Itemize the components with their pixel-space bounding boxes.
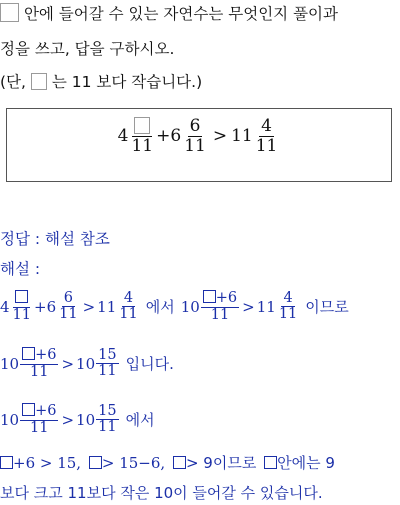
r1-gt-2: >: [242, 297, 255, 316]
r1-frac-4-11: $\frac{4}{11}$: [119, 289, 138, 323]
problem-text-2: 정을 쓰고, 답을 구하시오.: [0, 40, 175, 58]
r1-whole-5: 11: [256, 297, 276, 316]
explanation-row-4: [0, 452, 335, 474]
blank-box-icon: [31, 73, 47, 90]
r1-gt: >: [82, 297, 96, 316]
blank-box-icon: [22, 403, 35, 416]
r1-whole-3: 11: [97, 297, 117, 316]
r1-frac-4-11-b: $\frac{4}{11}$: [278, 289, 298, 323]
blank-box-icon: [203, 290, 216, 303]
fraction-blank-over-11: 11: [129, 117, 155, 155]
greater-than: >: [212, 126, 228, 147]
r1-plus: +: [34, 297, 47, 316]
r1-whole-4: 10: [180, 297, 200, 316]
r1-frac-blank: 11: [11, 290, 33, 324]
r2-frac-15-11: $\frac{15}{11}$: [98, 346, 117, 380]
r2-frac-blank-plus-6: $\frac{+6}{11}$: [20, 347, 58, 381]
r1-end-text: 이므로: [305, 297, 349, 316]
blank-box-icon: [15, 290, 28, 303]
equation-box: [6, 108, 392, 182]
r4-part-c: > 9이므로: [185, 454, 257, 472]
r4-part-a: +6 > 15,: [13, 454, 82, 472]
explanation-label: 해설 :: [0, 260, 41, 278]
blank-box-icon: [0, 456, 13, 469]
r3-frac-15-11: $\frac{15}{11}$: [98, 402, 117, 436]
r3-end-text: 에서: [125, 410, 155, 429]
r2-gt: >: [61, 354, 75, 373]
plus-sign: +: [156, 126, 171, 147]
whole-11: 11: [231, 126, 253, 147]
blank-box-icon: [0, 3, 19, 22]
r3-whole: 10: [0, 410, 20, 429]
problem-text-1: 안에 들어갈 수 있는 자연수는 무엇인지 풀이과: [23, 5, 338, 23]
r4-part-b: > 15−6,: [101, 454, 166, 472]
condition-prefix: (단,: [0, 73, 26, 91]
r2-whole-2: 10: [76, 354, 96, 373]
r2-end-text: 입니다.: [125, 354, 174, 373]
r1-mid-text: 에서: [145, 297, 175, 316]
r1-frac-6-11: $\frac{6}{11}$: [59, 289, 78, 323]
fraction-6-11: $\frac{6}{11}$: [184, 116, 206, 156]
main-equation: [7, 117, 391, 155]
r2-whole: 10: [0, 354, 20, 373]
explanation-row-3: [0, 403, 155, 437]
problem-line-1: [0, 3, 338, 25]
explanation-row-1: [0, 290, 349, 324]
blank-box-icon: [264, 456, 277, 469]
answer-label: 정답 : 해설 참조: [0, 230, 110, 248]
problem-condition: [0, 71, 202, 93]
blank-box-icon: [89, 456, 102, 469]
r3-frac-blank-plus-6: $\frac{+6}{11}$: [20, 403, 58, 437]
r1-frac-blank-plus-6: $\frac{+6}{11}$: [201, 290, 239, 324]
explanation-row-5: 보다 크고 11보다 작은 10이 들어갈 수 있습니다.: [0, 484, 323, 502]
r1-whole-2: 6: [46, 297, 57, 316]
blank-box-icon: [22, 347, 35, 360]
blank-box-icon: [173, 456, 186, 469]
r1-whole: 4: [0, 297, 10, 316]
blank-box-icon: [134, 117, 150, 134]
r3-whole-2: 10: [76, 410, 96, 429]
whole-4: 4: [117, 126, 129, 147]
r3-gt: >: [61, 410, 75, 429]
fraction-4-11: $\frac{4}{11}$: [255, 116, 278, 156]
whole-6: 6: [170, 126, 182, 147]
explanation-row-2: [0, 347, 174, 381]
r4-part-d: 안에는 9: [277, 454, 335, 472]
condition-suffix: 는 11 보다 작습니다.): [51, 73, 203, 91]
